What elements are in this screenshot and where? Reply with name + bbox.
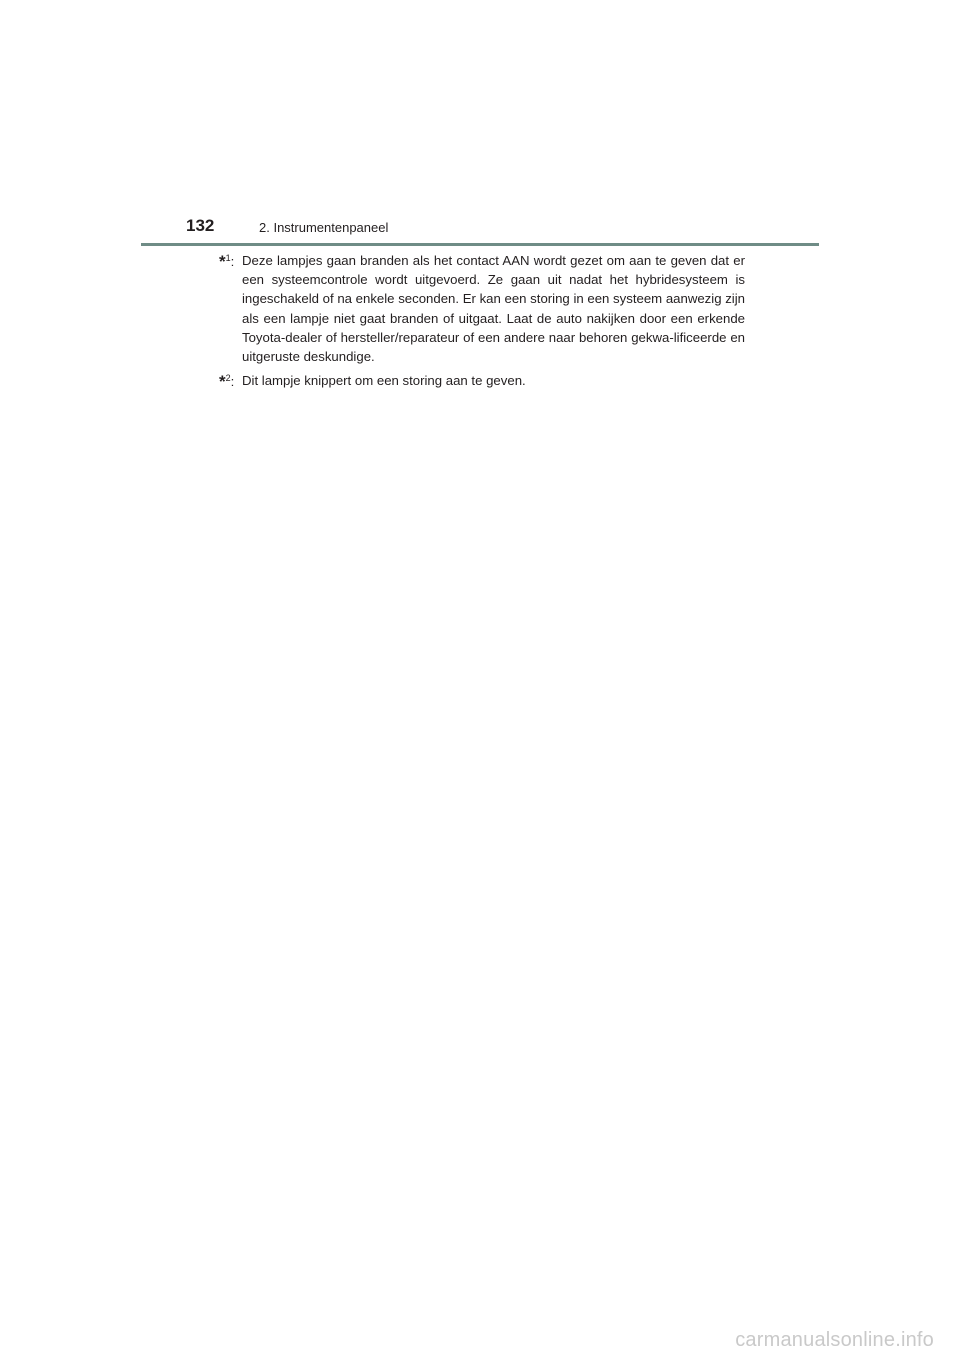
footnote-2: [219, 371, 745, 390]
page-header: [0, 0, 960, 248]
footnote-number: 2: [225, 373, 231, 384]
asterisk-icon: *: [219, 372, 226, 392]
footnote-text: Deze lampjes gaan branden als het contact AAN wordt gezet om aan te geven dat er een systeemcontrole wordt uitgevoerd. Ze gaan uit nadat het hybridesysteem is ingeschakeld of na enkele seconden. Er kan een storing in een systeem aanwezig zijn als een lampje niet gaat branden of uitgaat. Laat de auto nakijken door een erkende Toyota-dealer of hersteller/reparateur of een andere naar behoren gekwa-lificeerde en uitgeruste deskundige.: [242, 253, 745, 365]
footnote-marker: [219, 251, 242, 273]
footnote-1: [219, 251, 745, 366]
asterisk-icon: *: [219, 252, 226, 271]
footnotes: [219, 251, 745, 390]
watermark: carmanualsonline.info: [735, 1329, 934, 1351]
footnote-colon: :: [230, 254, 235, 269]
footnote-marker: [219, 371, 242, 393]
section-title: 2. Instrumentenpaneel: [259, 220, 389, 235]
footnote-colon: :: [230, 374, 235, 390]
footnote-number: 1: [225, 253, 231, 263]
page-number: 132: [186, 216, 215, 235]
header-divider: [141, 243, 819, 246]
footnote-text: Dit lampje knippert om een storing aan te geven.: [242, 373, 526, 389]
